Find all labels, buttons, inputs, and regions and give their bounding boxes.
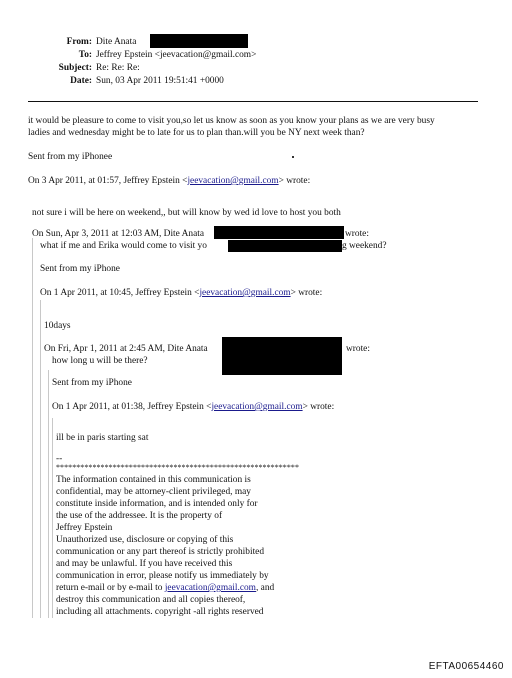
reply-line-1: not sure i will be here on weekend,, but will know by wed id love to host you both (32, 208, 341, 218)
quote-header-1-suffix: > wrote: (278, 176, 311, 186)
stray-mark (292, 156, 294, 158)
disclaimer-line: communication in error, please notify us immediately by (56, 571, 269, 581)
redaction-block (228, 240, 342, 252)
quote-header-2: On Sun, Apr 3, 2011 at 12:03 AM, Dite Anata (32, 229, 205, 239)
sent-from-iphone: Sent from my iPhone (52, 378, 132, 388)
disclaimer-line: Unauthorized use, disclosure or copying of this (56, 535, 234, 545)
disclaimer-line-prefix: return e-mail or by e-mail to (56, 583, 165, 593)
email-link[interactable]: jeevacation@gmail.com (211, 402, 303, 412)
from-value: Dite Anata (96, 37, 137, 47)
disclaimer-line-suffix: , and (255, 583, 275, 593)
quote-header-5-prefix: On 1 Apr 2011, at 01:38, Jeffrey Epstein < (52, 402, 212, 412)
email-link[interactable]: jeevacation@gmail.com (187, 176, 279, 186)
disclaimer-line: confidential, may be attorney-client privileged, may (56, 487, 251, 497)
quote-bar-level-3 (48, 370, 49, 618)
disclaimer-line: the use of the addressee. It is the property of (56, 511, 223, 521)
disclaimer-block (56, 474, 274, 618)
quote-bar-level-2 (40, 300, 41, 618)
quoted-line-2: what if me and Erika would come to visit yo (40, 241, 207, 251)
email-link[interactable]: jeevacation@gmail.com (164, 583, 256, 593)
quote-header-1-prefix: On 3 Apr 2011, at 01:57, Jeffrey Epstein < (28, 176, 188, 186)
quote-header-5-suffix: > wrote: (302, 402, 335, 412)
message-line-1: it would be pleasure to come to visit you,so let us know as soon as you know your plans as we are very busy (28, 116, 435, 126)
quote-header-1 (28, 175, 310, 187)
quote-bar-level-1 (32, 238, 33, 618)
quote-header-2-wrote: wrote: (345, 229, 369, 239)
to-label: To: (78, 50, 92, 60)
email-link[interactable]: jeevacation@gmail.com (199, 288, 291, 298)
sent-from-iphone: Sent from my iPhone (40, 264, 120, 274)
from-label: From: (66, 37, 92, 47)
bates-number: EFTA00654460 (428, 661, 504, 672)
reply-line-5: ill be in paris starting sat (56, 433, 149, 443)
quoted-line-2-end: g weekend? (342, 241, 387, 251)
date-label: Date: (70, 76, 92, 86)
quote-header-3-suffix: > wrote: (290, 288, 323, 298)
quote-header-5 (52, 401, 334, 413)
redaction-block (222, 337, 342, 375)
message-line-2: ladies and wednesday might be to late for us to plan than.will you be NY next week than? (28, 128, 365, 138)
date-value: Sun, 03 Apr 2011 19:51:41 +0000 (96, 76, 224, 86)
redaction-block (150, 34, 248, 48)
disclaimer-line: and may be unlawful. If you have received this (56, 559, 233, 569)
quoted-line-4: how long u will be there? (52, 356, 148, 366)
sent-from-iphone: Sent from my iPhonee (28, 152, 113, 162)
signature-dash: -- (56, 454, 63, 464)
quote-header-4-wrote: wrote: (346, 344, 370, 354)
quote-header-3 (40, 287, 322, 299)
subject-label: Subject: (58, 63, 92, 73)
disclaimer-line: including all attachments. copyright -all rights reserved (56, 607, 264, 617)
quote-header-4: On Fri, Apr 1, 2011 at 2:45 AM, Dite Anata (44, 344, 208, 354)
disclaimer-line (56, 582, 274, 594)
disclaimer-line: destroy this communication and all copies thereof, (56, 595, 246, 605)
subject-value: Re: Re: Re: (96, 63, 140, 73)
redaction-block (214, 226, 344, 239)
quote-bar-level-4 (52, 418, 53, 618)
to-value: Jeffrey Epstein <jeevacation@gmail.com> (96, 50, 257, 60)
disclaimer-line: constitute inside information, and is intended only for (56, 499, 258, 509)
header-divider (28, 101, 478, 102)
disclaimer-line: The information contained in this communication is (56, 475, 251, 485)
reply-line-3: 10days (44, 321, 71, 331)
disclaimer-line: Jeffrey Epstein (56, 523, 113, 533)
signature-stars: ************************************************************ (56, 463, 299, 472)
quote-header-3-prefix: On 1 Apr 2011, at 10:45, Jeffrey Epstein < (40, 288, 200, 298)
disclaimer-line: communication or any part thereof is strictly prohibited (56, 547, 265, 557)
